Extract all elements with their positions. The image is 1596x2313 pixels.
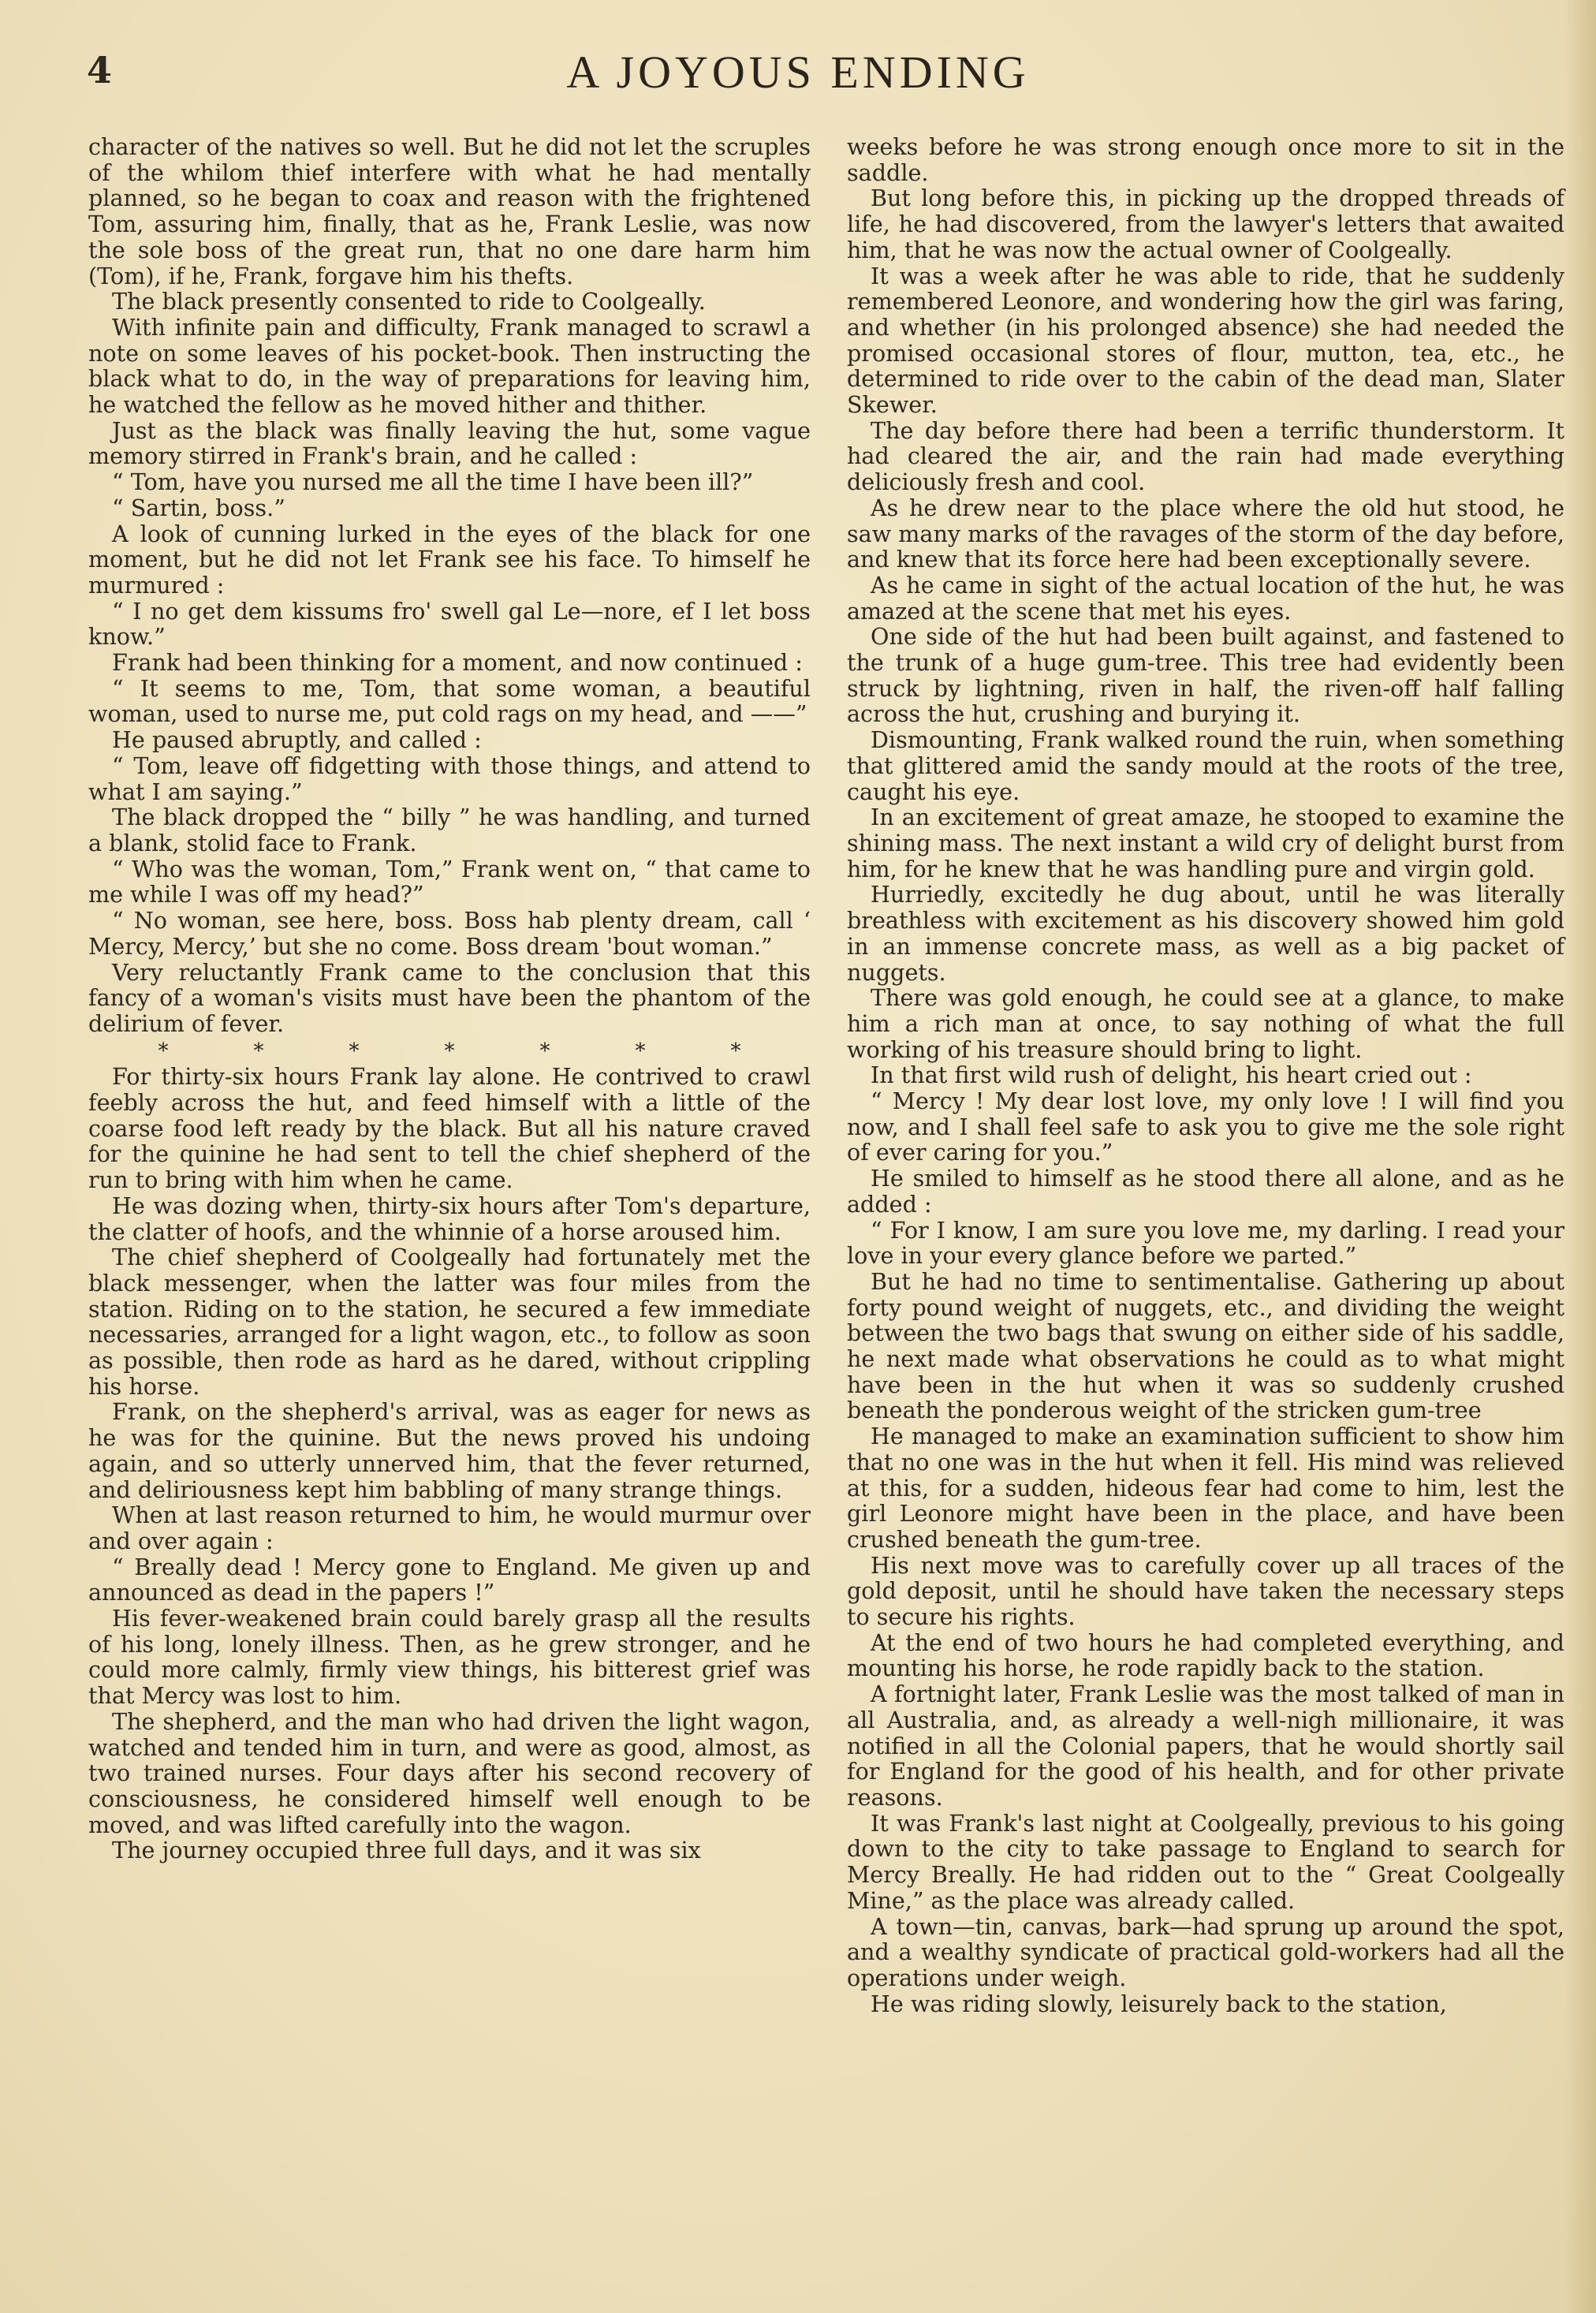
running-title: A JOYOUS ENDING: [566, 47, 1030, 98]
paragraph: character of the natives so well. But he did not let the scruples of the whilom thief interfere with what he had mentally planned, so he began to coax and reason with the frightened Tom, assuring him, finally, that as he, Frank Leslie, was now the sole boss of the great run, that no one dare harm him (Tom), if he, Frank, forgave him his thefts.: [88, 133, 811, 289]
paragraph: Just as the black was finally leaving the hut, some vague memory stirred in Frank's brain, and he called :: [88, 416, 811, 470]
paragraph: A town—tin, canvas, bark—had sprung up around the spot, and a wealthy syndicate of practical gold-workers had all the operations under weigh.: [847, 1912, 1564, 1991]
paragraph: The black presently consented to ride to Coolgeally.: [112, 288, 706, 315]
paragraph: Hurriedly, excitedly he dug about, until he was literally breathless with excitement as his discovery showed him gold in an immense concrete mass, as well as a big packet of nuggets.: [847, 881, 1564, 986]
section-break-star: *: [158, 1039, 169, 1063]
paragraph: He paused abruptly, and called :: [112, 726, 482, 754]
paragraph: “ Mercy ! My dear lost love, my only love ! I will find you now, and I shall feel safe to ask you to give me the sole right of ever caring for you.”: [847, 1087, 1564, 1166]
paragraph: But he had no time to sentimentalise. Gathering up about forty pound weight of nuggets, etc., and dividing the weight between the two bags that swung on either side of his saddle, he next made what observations he could as to what might have been in the hut when it was so suddenly crushed beneath the ponderous weight of the stricken gum-tree: [847, 1267, 1564, 1424]
paragraph: “ Who was the woman, Tom,” Frank went on, “ that came to me while I was off my head?”: [88, 855, 811, 908]
paragraph: “ Tom, have you nursed me all the time I have been ill?”: [112, 468, 754, 496]
paragraph: The day before there had been a terrific thunderstorm. It had cleared the air, and the rain had made everything deliciously fresh and cool.: [847, 416, 1564, 496]
section-break-star: *: [635, 1039, 646, 1063]
paragraph: Very reluctantly Frank came to the conclusion that this fancy of a woman's visits must have been the phantom of the delirium of fever.: [88, 958, 811, 1037]
paragraph: In that first wild rush of delight, his heart cried out :: [871, 1061, 1472, 1089]
page-edge-shading: [1564, 0, 1596, 2313]
paragraph: His fever-weakened brain could barely grasp all the results of his long, lonely illness. Then, as he grew stronger, and he could more calmly, firmly view things, his bitterest grief was that Mercy was lost to him.: [88, 1605, 811, 1710]
paragraph: He smiled to himself as he stood there all alone, and as he added :: [847, 1165, 1564, 1218]
right-column: [847, 134, 1564, 2016]
paragraph: The shepherd, and the man who had driven the light wagon, watched and tended him in turn, and were as good, almost, as two trained nurses. Four days after his second recovery of consciousness, he considered himself well enough to be moved, and was lifted carefully into the wagon.: [88, 1707, 811, 1838]
paragraph: He was riding slowly, leisurely back to the station,: [871, 1990, 1447, 2017]
paragraph: When at last reason returned to him, he would murmur over and over again :: [88, 1502, 811, 1554]
paragraph: In an excitement of great amaze, he stooped to examine the shining mass. The next instant a wild cry of delight burst from him, for he knew that he was handling pure and virgin gold.: [847, 804, 1564, 882]
section-break-star: *: [253, 1039, 264, 1063]
paragraph: “ For I know, I am sure you love me, my darling. I read your love in your every glance before we parted.”: [847, 1216, 1564, 1270]
section-break-star: *: [539, 1039, 550, 1063]
paragraph: weeks before he was strong enough once more to sit in the saddle.: [847, 133, 1564, 186]
paragraph: He was dozing when, thirty-six hours after Tom's departure, the clatter of hoofs, and the whinnie of a horse aroused him.: [88, 1192, 811, 1245]
paragraph: “ It seems to me, Tom, that some woman, a beautiful woman, used to nurse me, put cold rags on my head, and ——”: [88, 674, 811, 728]
left-column: [88, 134, 811, 1863]
paragraph: There was gold enough, he could see at a glance, to make him a rich man at once, to say nothing of what the full working of his treasure should bring to light.: [847, 984, 1564, 1063]
paragraph: The black dropped the “ billy ” he was handling, and turned a blank, stolid face to Frank.: [88, 804, 811, 856]
paragraph: With infinite pain and difficulty, Frank managed to scrawl a note on some leaves of his pocket-book. Then instructing the black what to do, in the way of preparations for leaving him, he watched the fellow as he moved hither and thither.: [88, 313, 811, 419]
paragraph: It was a week after he was able to ride, that he suddenly remembered Leonore, and wondering how the girl was faring, and whether (in his prolonged absence) she had needed the promised occasional stores of flour, mutton, tea, etc., he determined to ride over to the cabin of the dead man, Slater Skewer.: [847, 262, 1564, 419]
paragraph: A fortnight later, Frank Leslie was the most talked of man in all Australia, and, as already a well-nigh millionaire, it was notified in all the Colonial papers, that he would shortly sail for England for the good of his health, and for other private reasons.: [847, 1681, 1564, 1811]
paragraph: The journey occupied three full days, and it was six: [112, 1837, 701, 1864]
paragraph: Dismounting, Frank walked round the ruin, when something that glittered amid the sandy mould at the roots of the tree, caught his eye.: [847, 726, 1564, 805]
paragraph: “ I no get dem kissums fro' swell gal Le—nore, ef I let boss know.”: [88, 597, 811, 651]
paragraph: As he drew near to the place where the old hut stood, he saw many marks of the ravages of the storm of the day before, and knew that its force here had been exceptionally severe.: [847, 494, 1564, 573]
paragraph: His next move was to carefully cover up all traces of the gold deposit, until he should have taken the necessary steps to secure his rights.: [847, 1551, 1564, 1631]
section-break-star: *: [444, 1039, 455, 1063]
paragraph: As he came in sight of the actual location of the hut, he was amazed at the scene that met his eyes.: [847, 571, 1564, 625]
paragraph: Frank, on the shepherd's arrival, was as eager for news as he was for the quinine. But the news proved his undoing again, and so utterly unnerved him, that the fever returned, and deliriousness kept him babbling of many strange things.: [88, 1398, 811, 1503]
paragraph: But long before this, in picking up the dropped threads of life, he had discovered, from the lawyer's letters that awaited him, that he was now the actual owner of Coolgeally.: [847, 185, 1564, 263]
section-break-star: *: [730, 1039, 741, 1063]
paragraph: One side of the hut had been built against, and fastened to the trunk of a huge gum-tree. This tree had evidently been struck by lightning, riven in half, the riven-off half falling across the hut, crushing and burying it.: [847, 623, 1564, 728]
paragraph: “ No woman, see here, boss. Boss hab plenty dream, call ‘ Mercy, Mercy,’ but she no come. Boss dream 'bout woman.”: [88, 907, 811, 960]
section-break-star: *: [349, 1039, 360, 1063]
paragraph: “ Sartin, boss.”: [112, 494, 285, 521]
paragraph: The chief shepherd of Coolgeally had fortunately met the black messenger, when the latter was four miles from the station. Riding on to the station, he secured a few immediate necessaries, arranged for a light wagon, etc., to follow as soon as possible, then rode as hard as he dared, without crippling his horse.: [88, 1244, 811, 1400]
paragraph: He managed to make an examination sufficient to show him that no one was in the hut when it fell. His mind was relieved at this, for a sudden, hideous fear had come to him, lest the girl Leonore might have been in the place, and have been crushed beneath the gum-tree.: [847, 1423, 1564, 1553]
paragraph: For thirty-six hours Frank lay alone. He contrived to crawl feebly across the hut, and feed himself with a little of the coarse food left ready by the black. But all his nature craved for the quinine he had sent to tell the chief shepherd of the run to bring with him when he came.: [88, 1063, 811, 1194]
section-break: [88, 1037, 811, 1065]
paragraph: “ Tom, leave off fidgetting with those things, and attend to what I am saying.”: [88, 752, 811, 805]
paragraph: “ Breally dead ! Mercy gone to England. Me given up and announced as dead in the papers !”: [88, 1553, 811, 1606]
paragraph: Frank had been thinking for a moment, and now continued :: [112, 649, 803, 677]
page-number: 4: [87, 49, 114, 91]
paragraph: It was Frank's last night at Coolgeally, previous to his going down to the city to take passage to England to search for Mercy Breally. He had ridden out to the “ Great Coolgeally Mine,” as the place was already called.: [847, 1809, 1564, 1914]
paragraph: At the end of two hours he had completed everything, and mounting his horse, he rode rapidly back to the station.: [847, 1628, 1564, 1682]
paragraph: A look of cunning lurked in the eyes of the black for one moment, but he did not let Frank see his face. To himself he murmured :: [88, 520, 811, 599]
